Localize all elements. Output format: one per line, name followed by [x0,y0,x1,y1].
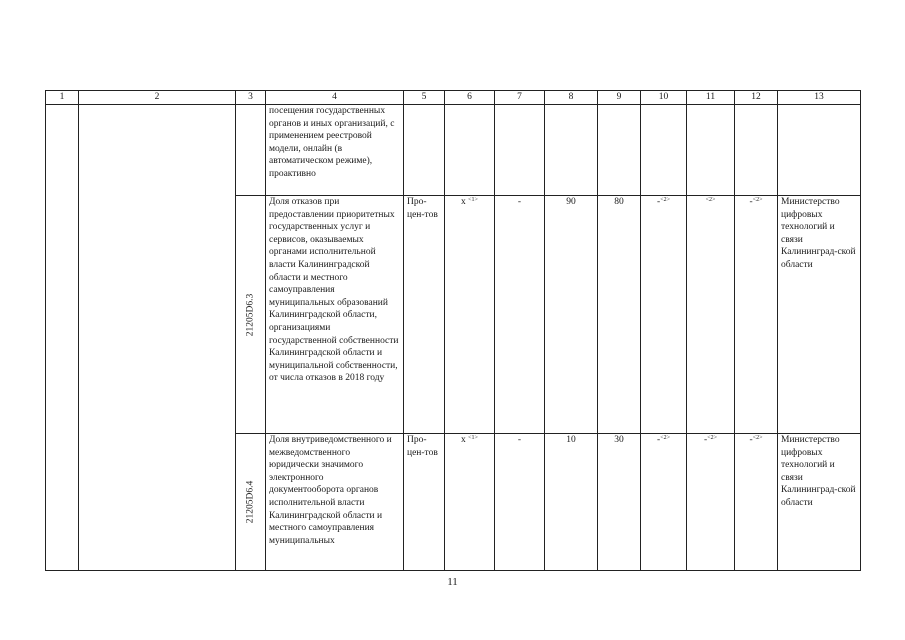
header-cell: 13 [778,91,861,105]
code-cell [236,196,266,434]
unit-cell: Про-цен-тов [404,196,445,434]
value-cell-11: -$^{<2>}$ [687,434,735,571]
footnote-ref: <2> [660,197,670,203]
value-cell-12: -$^{<2>}$ [735,196,778,434]
value-cell-12: -$^{<2>}$ [735,434,778,571]
footnote-ref: <2> [705,197,716,203]
code-cell [236,434,266,571]
header-cell: 10 [641,91,687,105]
unit-cell: Про-цен-тов [404,434,445,571]
header-cell: 1 [46,91,79,105]
page-number: 11 [447,576,458,588]
header-cell: 8 [545,91,598,105]
footnote-ref: <2> [660,435,670,441]
responsible-cell: Министерство цифровых технологий и связи Калининград-ской области [778,434,861,571]
header-cell: 6 [445,91,495,105]
footnote-ref: <1> [468,197,478,203]
footnote-ref: <2> [707,435,717,441]
value-cell-9: 80 [598,196,641,434]
value-cell-9: 30 [598,434,641,571]
header-cell: 7 [495,91,545,105]
indicator-name: Доля отказов при предоставлении приоритетных государственных услуг и сервисов, оказываемых органами исполнительной власти Калининградской области и местного самоуправления муниципальных образований Калининградской области, организациями государственной собственности Калининградской области и муниципальной собственности, от числа отказов в 2018 году [266,196,404,434]
code-cell [236,105,266,196]
col2-merged-cell [79,105,236,571]
value-cell-6: х $^{<1>}$ [445,196,495,434]
header-cell: 5 [404,91,445,105]
responsible-cell: Министерство цифровых технологий и связи Калининград-ской области [778,196,861,434]
indicator-name: посещения государственных органов и иных организаций, с применением реестровой модели, онлайн (в автоматическом режиме), проактивно [266,105,404,196]
indicator-name: Доля внутриведомственного и межведомственного юридически значимого электронного документооборота органов исполнительной власти Калининградской области и местного самоуправления муниципальных [266,434,404,571]
table-header-row [46,91,861,105]
value-cell-7: - [495,196,545,434]
value-cell-8: 10 [545,434,598,571]
header-cell: 11 [687,91,735,105]
header-cell: 4 [266,91,404,105]
value-cell-10: -$^{<2>}$ [641,434,687,571]
footnote-ref: <1> [468,435,478,441]
indicator-code: 21205D6.3 [245,293,256,336]
value-cell-6: х $^{<1>}$ [445,434,495,571]
col1-merged-cell [46,105,79,571]
footnote-ref: <2> [752,435,763,441]
header-cell: 9 [598,91,641,105]
value-cell-11 [687,196,735,434]
value-cell-8: 90 [545,196,598,434]
value-cell-10: -$^{<2>}$ [641,196,687,434]
indicator-code: 21205D6.4 [245,480,256,524]
header-cell: 3 [236,91,266,105]
table-row [46,105,861,196]
footnote-ref: <2> [752,197,763,203]
header-cell: 12 [735,91,778,105]
value-cell-7: - [495,434,545,571]
header-cell: 2 [79,91,236,105]
indicators-table [45,90,861,571]
